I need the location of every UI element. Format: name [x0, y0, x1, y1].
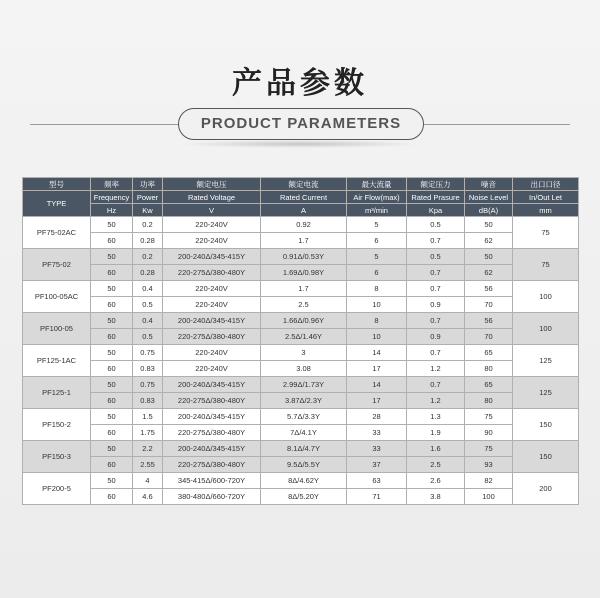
table-row — [23, 265, 579, 281]
power-cell: 0.75 — [133, 377, 163, 393]
flow-cell: 33 — [347, 425, 407, 441]
current-cell: 1.66Δ/0.96Y — [261, 313, 347, 329]
freq-cell: 50 — [91, 313, 133, 329]
subtitle-label: PRODUCT PARAMETERS — [178, 108, 424, 140]
subtitle-shadow — [178, 140, 422, 148]
pressure-cell: 0.7 — [407, 313, 465, 329]
freq-cell: 60 — [91, 361, 133, 377]
table-row — [23, 329, 579, 345]
model-type-cell: PF125-1 — [23, 377, 91, 409]
pressure-cell: 1.2 — [407, 393, 465, 409]
pressure-cell: 0.7 — [407, 265, 465, 281]
current-cell: 1.7 — [261, 281, 347, 297]
freq-cell: 60 — [91, 425, 133, 441]
flow-cell: 10 — [347, 329, 407, 345]
outlet-cell: 100 — [513, 313, 579, 345]
header-cell: Power — [133, 191, 163, 204]
header-cell: 噪音 — [465, 178, 513, 191]
outlet-cell: 100 — [513, 281, 579, 313]
table-row — [23, 441, 579, 457]
header-cell: 型号 — [23, 178, 91, 191]
header-cell: dB(A) — [465, 204, 513, 217]
outlet-cell: 75 — [513, 217, 579, 249]
pressure-cell: 1.2 — [407, 361, 465, 377]
freq-cell: 50 — [91, 217, 133, 233]
current-cell: 3.87Δ/2.3Y — [261, 393, 347, 409]
power-cell: 2.2 — [133, 441, 163, 457]
outlet-cell: 200 — [513, 473, 579, 505]
header-cell: Rated Current — [261, 191, 347, 204]
pressure-cell: 0.9 — [407, 329, 465, 345]
subtitle-banner — [0, 108, 600, 142]
flow-cell: 17 — [347, 393, 407, 409]
model-type-cell: PF100-05 — [23, 313, 91, 345]
voltage-cell: 220-240V — [163, 297, 261, 313]
voltage-cell: 200-240Δ/345-415Y — [163, 377, 261, 393]
flow-cell: 8 — [347, 313, 407, 329]
header-cell: m³/min — [347, 204, 407, 217]
freq-cell: 60 — [91, 489, 133, 505]
table-row — [23, 473, 579, 489]
table-row — [23, 345, 579, 361]
voltage-cell: 220-240V — [163, 217, 261, 233]
freq-cell: 50 — [91, 473, 133, 489]
noise-cell: 75 — [465, 409, 513, 425]
header-cell: 额定电压 — [163, 178, 261, 191]
noise-cell: 70 — [465, 329, 513, 345]
freq-cell: 60 — [91, 297, 133, 313]
noise-cell: 65 — [465, 345, 513, 361]
table-row — [23, 217, 579, 233]
power-cell: 0.5 — [133, 329, 163, 345]
current-cell: 0.91Δ/0.53Y — [261, 249, 347, 265]
voltage-cell: 200-240Δ/345-415Y — [163, 249, 261, 265]
flow-cell: 14 — [347, 377, 407, 393]
current-cell: 1.69Δ/0.98Y — [261, 265, 347, 281]
pressure-cell: 1.3 — [407, 409, 465, 425]
header-row-en — [23, 191, 579, 204]
outlet-cell: 75 — [513, 249, 579, 281]
flow-cell: 14 — [347, 345, 407, 361]
table-row — [23, 409, 579, 425]
noise-cell: 100 — [465, 489, 513, 505]
power-cell: 0.28 — [133, 233, 163, 249]
header-cell: 最大流量 — [347, 178, 407, 191]
table-row — [23, 297, 579, 313]
noise-cell: 56 — [465, 313, 513, 329]
header-cell: Kw — [133, 204, 163, 217]
table-row — [23, 425, 579, 441]
power-cell: 2.55 — [133, 457, 163, 473]
noise-cell: 75 — [465, 441, 513, 457]
pressure-cell: 3.8 — [407, 489, 465, 505]
freq-cell: 50 — [91, 377, 133, 393]
header-cell: In/Out Let — [513, 191, 579, 204]
freq-cell: 60 — [91, 233, 133, 249]
power-cell: 4 — [133, 473, 163, 489]
header-row-cn — [23, 178, 579, 191]
voltage-cell: 220-275Δ/380-480Y — [163, 425, 261, 441]
voltage-cell: 220-240V — [163, 233, 261, 249]
noise-cell: 50 — [465, 217, 513, 233]
flow-cell: 33 — [347, 441, 407, 457]
current-cell: 8Δ/4.62Y — [261, 473, 347, 489]
header-cell: TYPE — [23, 191, 91, 217]
table-row — [23, 457, 579, 473]
noise-cell: 62 — [465, 233, 513, 249]
outlet-cell: 150 — [513, 441, 579, 473]
header-cell: Hz — [91, 204, 133, 217]
noise-cell: 90 — [465, 425, 513, 441]
flow-cell: 17 — [347, 361, 407, 377]
header-cell: Frequency — [91, 191, 133, 204]
header-cell: Rated Prasure — [407, 191, 465, 204]
power-cell: 0.83 — [133, 361, 163, 377]
voltage-cell: 220-240V — [163, 345, 261, 361]
current-cell: 3.08 — [261, 361, 347, 377]
voltage-cell: 220-240V — [163, 281, 261, 297]
power-cell: 0.75 — [133, 345, 163, 361]
table-row — [23, 281, 579, 297]
outlet-cell: 125 — [513, 345, 579, 377]
freq-cell: 60 — [91, 265, 133, 281]
header-cell: 功率 — [133, 178, 163, 191]
flow-cell: 37 — [347, 457, 407, 473]
current-cell: 2.5Δ/1.46Y — [261, 329, 347, 345]
flow-cell: 6 — [347, 233, 407, 249]
flow-cell: 6 — [347, 265, 407, 281]
current-cell: 2.5 — [261, 297, 347, 313]
header-cell: A — [261, 204, 347, 217]
power-cell: 0.4 — [133, 281, 163, 297]
freq-cell: 50 — [91, 441, 133, 457]
parameter-table — [22, 177, 579, 505]
freq-cell: 50 — [91, 281, 133, 297]
table-row — [23, 489, 579, 505]
pressure-cell: 1.9 — [407, 425, 465, 441]
freq-cell: 60 — [91, 393, 133, 409]
freq-cell: 60 — [91, 457, 133, 473]
flow-cell: 63 — [347, 473, 407, 489]
pressure-cell: 2.6 — [407, 473, 465, 489]
noise-cell: 70 — [465, 297, 513, 313]
freq-cell: 60 — [91, 329, 133, 345]
table-row — [23, 393, 579, 409]
freq-cell: 50 — [91, 409, 133, 425]
table-row — [23, 377, 579, 393]
flow-cell: 5 — [347, 217, 407, 233]
power-cell: 1.5 — [133, 409, 163, 425]
model-type-cell: PF200-5 — [23, 473, 91, 505]
flow-cell: 28 — [347, 409, 407, 425]
noise-cell: 93 — [465, 457, 513, 473]
flow-cell: 10 — [347, 297, 407, 313]
current-cell: 8Δ/5.20Y — [261, 489, 347, 505]
outlet-cell: 150 — [513, 409, 579, 441]
power-cell: 1.75 — [133, 425, 163, 441]
freq-cell: 50 — [91, 345, 133, 361]
voltage-cell: 380-480Δ/660-720Y — [163, 489, 261, 505]
voltage-cell: 220-240V — [163, 361, 261, 377]
header-cell: Kpa — [407, 204, 465, 217]
header-cell: 出口口径 — [513, 178, 579, 191]
freq-cell: 50 — [91, 249, 133, 265]
power-cell: 0.2 — [133, 217, 163, 233]
table-row — [23, 313, 579, 329]
pressure-cell: 1.6 — [407, 441, 465, 457]
flow-cell: 8 — [347, 281, 407, 297]
noise-cell: 50 — [465, 249, 513, 265]
header-cell: V — [163, 204, 261, 217]
noise-cell: 80 — [465, 361, 513, 377]
pressure-cell: 0.5 — [407, 249, 465, 265]
noise-cell: 62 — [465, 265, 513, 281]
power-cell: 0.5 — [133, 297, 163, 313]
model-type-cell: PF75-02 — [23, 249, 91, 281]
pressure-cell: 0.7 — [407, 233, 465, 249]
current-cell: 3 — [261, 345, 347, 361]
voltage-cell: 345-415Δ/600-720Y — [163, 473, 261, 489]
voltage-cell: 220-275Δ/380-480Y — [163, 329, 261, 345]
current-cell: 7Δ/4.1Y — [261, 425, 347, 441]
table-row — [23, 249, 579, 265]
header-cell: 频率 — [91, 178, 133, 191]
voltage-cell: 200-240Δ/345-415Y — [163, 441, 261, 457]
header-cell: mm — [513, 204, 579, 217]
table-row — [23, 361, 579, 377]
power-cell: 0.4 — [133, 313, 163, 329]
noise-cell: 80 — [465, 393, 513, 409]
outlet-cell: 125 — [513, 377, 579, 409]
current-cell: 9.5Δ/5.5Y — [261, 457, 347, 473]
header-cell: Rated Voltage — [163, 191, 261, 204]
model-type-cell: PF125-1AC — [23, 345, 91, 377]
flow-cell: 5 — [347, 249, 407, 265]
header-cell: 额定电流 — [261, 178, 347, 191]
current-cell: 5.7Δ/3.3Y — [261, 409, 347, 425]
pressure-cell: 0.9 — [407, 297, 465, 313]
current-cell: 8.1Δ/4.7Y — [261, 441, 347, 457]
pressure-cell: 0.7 — [407, 377, 465, 393]
voltage-cell: 200-240Δ/345-415Y — [163, 409, 261, 425]
header-cell: 额定压力 — [407, 178, 465, 191]
noise-cell: 56 — [465, 281, 513, 297]
pressure-cell: 0.7 — [407, 345, 465, 361]
power-cell: 0.83 — [133, 393, 163, 409]
model-type-cell: PF150-3 — [23, 441, 91, 473]
pressure-cell: 2.5 — [407, 457, 465, 473]
pressure-cell: 0.5 — [407, 217, 465, 233]
noise-cell: 82 — [465, 473, 513, 489]
model-type-cell: PF75-02AC — [23, 217, 91, 249]
pressure-cell: 0.7 — [407, 281, 465, 297]
current-cell: 0.92 — [261, 217, 347, 233]
model-type-cell: PF100-05AC — [23, 281, 91, 313]
voltage-cell: 220-275Δ/380-480Y — [163, 457, 261, 473]
noise-cell: 65 — [465, 377, 513, 393]
header-row-unit — [23, 204, 579, 217]
header-cell: Noise Level — [465, 191, 513, 204]
model-type-cell: PF150-2 — [23, 409, 91, 441]
table-body — [23, 217, 579, 505]
power-cell: 0.28 — [133, 265, 163, 281]
voltage-cell: 200-240Δ/345-415Y — [163, 313, 261, 329]
power-cell: 4.6 — [133, 489, 163, 505]
page-title: 产品参数 — [232, 66, 368, 101]
flow-cell: 71 — [347, 489, 407, 505]
current-cell: 2.99Δ/1.73Y — [261, 377, 347, 393]
current-cell: 1.7 — [261, 233, 347, 249]
header-cell: Air Flow(max) — [347, 191, 407, 204]
power-cell: 0.2 — [133, 249, 163, 265]
voltage-cell: 220-275Δ/380-480Y — [163, 393, 261, 409]
voltage-cell: 220-275Δ/380-480Y — [163, 265, 261, 281]
table-row — [23, 233, 579, 249]
